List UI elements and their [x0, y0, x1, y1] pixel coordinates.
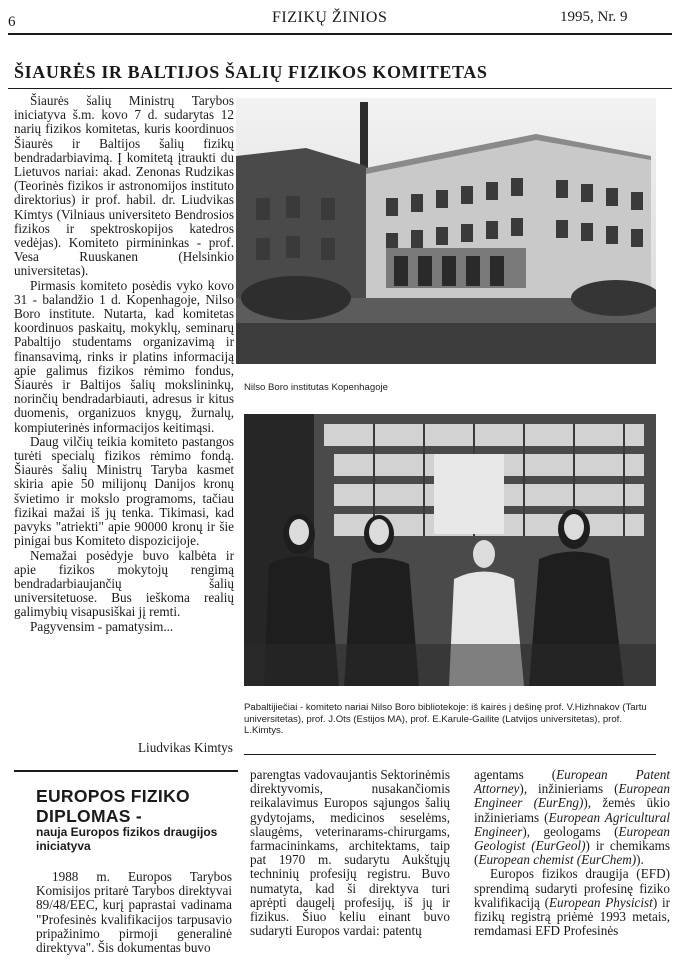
article2-col3	[474, 768, 670, 938]
headline-rule	[8, 88, 672, 89]
section-rule	[14, 770, 238, 772]
building-image	[236, 98, 656, 364]
group-image	[244, 414, 656, 686]
article-headline: ŠIAURĖS IR BALTIJOS ŠALIŲ FIZIKOS KOMITETAS	[14, 62, 488, 82]
photo2-caption: Pabaltijiečiai - komiteto nariai Nilso Boro bibliotekoje: iš kairės į dešinę prof. V.Hizhnakov (Tartu universitetas), prof. J.Ots (Estijos MA), prof. E.Karule-Gailite (Latvijos universitetas), prof. L.Kimtys.	[244, 702, 647, 736]
paragraph: Nemažai posėdyje buvo kalbėta ir apie fizikos mokytojų rengimą bendradarbiaujančių šalių universitetuose. Bus ieškoma realių galimybių visapusiškai jį remti.	[14, 547, 234, 620]
paragraph: Pagyvensim - pamatysim...	[30, 618, 174, 634]
paragraph: parengtas vadovaujantis Sektorinėmis direktyvomis, nusakančiomis reikalavimus Europos sąjungos šalių gydytojams, medicinos seselėms, slaugėms, veterinarams-chirurgams, farmacininkams, architektams, taip pat 1970 m. sudarytu Aukštųjų techninių profesijų registru. Buvo numatyta, kad ši direktyva turi aprėpti daugelį profesijų, iš jų ir fizikus. Šiuo keliu einant buvo sudaryti Europos vardai: patentų	[250, 767, 450, 939]
institute-photo	[236, 98, 656, 364]
caption-rule	[244, 754, 656, 755]
article2-title	[36, 786, 226, 826]
paragraph: Pirmasis komiteto posėdis vyko kovo 31 - balandžio 1 d. Kopenhagoje, Nilso Boro institute. Nutarta, kad komitetas koordinuos paskaitų, mokyklų, seminarų Pabaltijo studentams organizavimą ir finansavimą, rinks ir platins informaciją apie galimus fizikos rėmimo fondus, Šiaurės ir Baltijos šalių mokslininkų, norinčių bendradarbiauti, adresus ir kitus duomenis, organizuos knygų, žurnalų, kompiuterinės informacijos keitimąsi.	[14, 277, 234, 435]
paragraph: Daug vilčių teikia komiteto pastangos turėti specialų fizikos rėmimo fondą. Šiaurės šalių Ministrų Taryba kasmet skiria apie 50 milijonų Danijos kronų švietimo ir mokslo programoms, tačiau fizikai mažai iš jų tenka. Tikimasi, kad pavyks "atriekti" apie 90000 kronų ir šie pinigai bus Komiteto dispozicijoje.	[14, 433, 234, 549]
article-body	[14, 94, 234, 634]
author-signature: Liudvikas Kimtys	[138, 740, 233, 755]
page-number: 6	[8, 14, 16, 30]
paragraph: Šiaurės šalių Ministrų Tarybos iniciatyva š.m. kovo 7 d. sudarytas 12 narių fizikos komitetas, kuris koordinuos Šiaurės ir Baltijos šalių fizikų bendradarbiavimą. Į komitetą įtraukti du Lietuvos nariai: akad. Zenonas Rudzikas (Teorinės fizikos ir astronomijos instituto direktorius) ir prof. habil. dr. Liudvikas Kimtys (Vilniaus universiteto Bendrosios fizikos ir spektroskopijos katedros vedėjas). Komiteto pirmininkas - prof. Vesa Ruuskanen (Helsinkio universitetas).	[14, 93, 234, 279]
article2-col2	[250, 768, 450, 938]
library-photo	[244, 414, 656, 686]
paragraph: agentams (European Patent Attorney), inžinieriams (European Engineer (EurEng)), žemės ūkio inžinieriams (European Agricultural Engineer), geologams (European Geologist (EurGeol)) ir chemikams (European chemist (EurChem)).	[474, 767, 670, 868]
article2-title-line: DIPLOMAS -	[36, 806, 143, 826]
publication-title: FIZIKŲ ŽINIOS	[272, 9, 388, 26]
paragraph: Europos fizikos draugija (EFD) sprendimą sudaryti profesinę fiziko kvalifikaciją (European Physicist) ir fizikų registrą priėmė 1993 metais, remdamasi EFD Profesinės	[474, 866, 670, 939]
photo1-caption: Nilso Boro institutas Kopenhagoje	[244, 382, 388, 393]
article2-subtitle: nauja Europos fizikos draugijos iniciatyva	[36, 825, 218, 853]
header-rule	[8, 33, 672, 35]
issue-number: 1995, Nr. 9	[560, 9, 628, 25]
article2-col1	[36, 870, 232, 955]
article2-title-line: EUROPOS FIZIKO	[36, 786, 190, 806]
paragraph: 1988 m. Europos Tarybos Komisijos pritarė Tarybos direktyvai 89/48/EEC, kurį paprastai vadinama "Profesinės kvalifikacijos tarpusavio pripažinimo pirmoji generalinė direktyva". Šis dokumentas buvo	[36, 869, 232, 956]
